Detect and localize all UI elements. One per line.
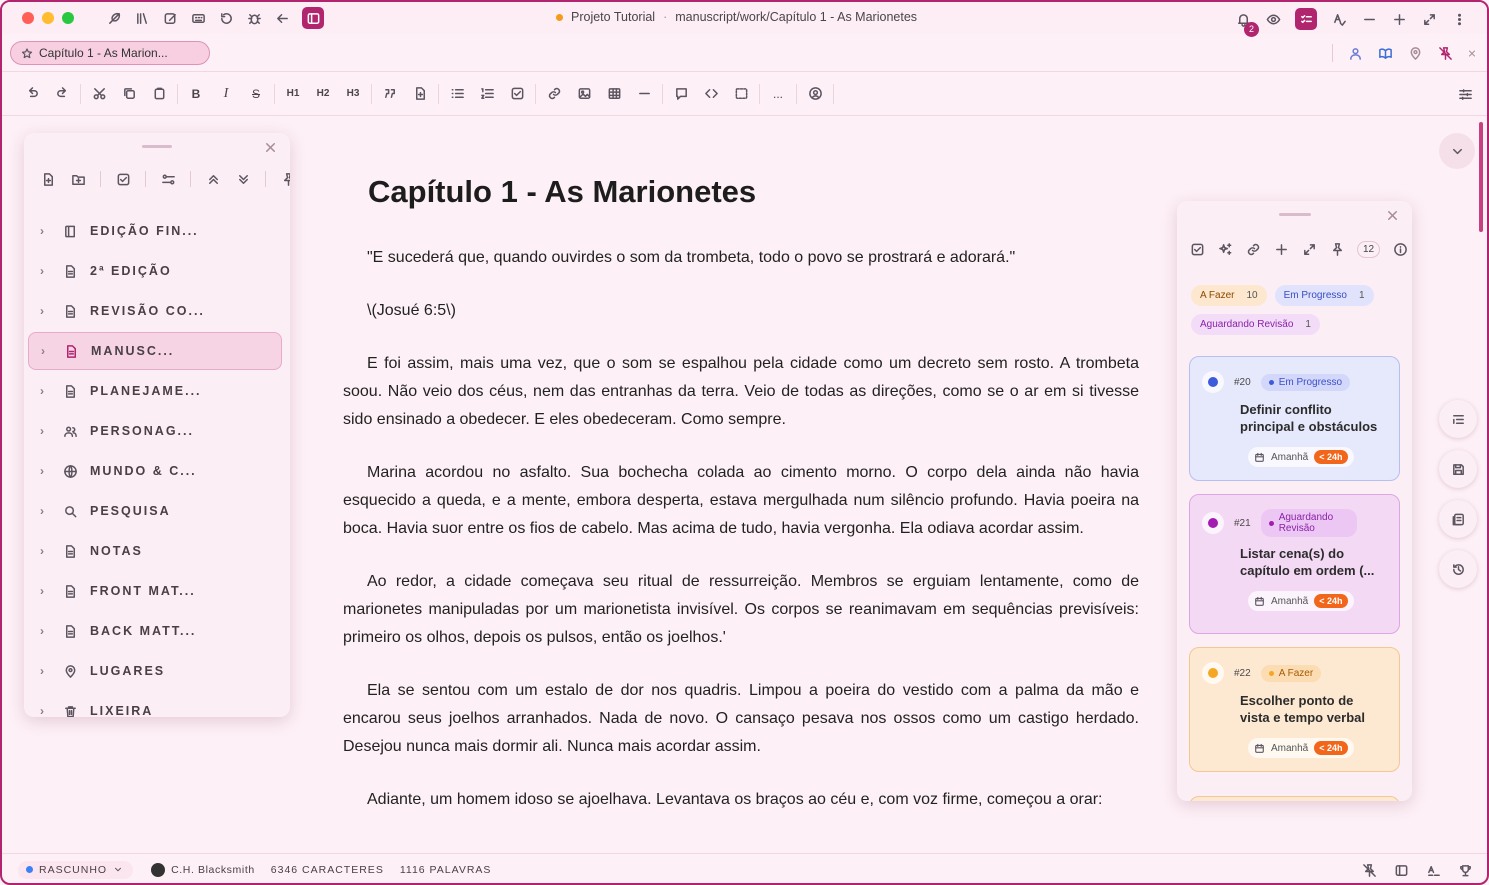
task-card-partial[interactable]: [1189, 796, 1400, 801]
pin-icon[interactable]: [1329, 242, 1345, 258]
paragraph[interactable]: \(Josué 6:5\): [367, 302, 456, 319]
minimize-icon[interactable]: [1361, 11, 1377, 27]
tab-right-controls: [1332, 44, 1477, 62]
binder-item[interactable]: [28, 332, 282, 370]
filter-count: 1: [1305, 319, 1311, 330]
strikethrough-button[interactable]: S: [251, 86, 260, 101]
chevron-right-icon[interactable]: ›: [40, 264, 46, 278]
history-group: [14, 84, 81, 104]
title-bar: [2, 2, 1487, 34]
chevron-right-icon[interactable]: ›: [40, 424, 46, 438]
filter-awaiting-review[interactable]: [1191, 314, 1320, 335]
author-info[interactable]: [151, 863, 255, 877]
keyboard-icon[interactable]: [190, 10, 206, 26]
pin-icon: [62, 663, 78, 679]
task-title: Definir conflito principal e obstáculos: [1240, 402, 1378, 434]
filter-todo[interactable]: [1191, 285, 1267, 306]
star-icon[interactable]: [21, 47, 33, 59]
filter-count: 10: [1246, 290, 1258, 301]
binder-item[interactable]: [28, 371, 282, 411]
image-icon[interactable]: [576, 86, 592, 102]
document-body[interactable]: [343, 244, 1139, 814]
bullet-list-icon[interactable]: [449, 86, 465, 102]
heading1-button[interactable]: H1: [286, 88, 300, 99]
task-list-icon[interactable]: [1295, 8, 1317, 30]
draft-status-dropdown[interactable]: [18, 861, 133, 879]
document-path: manuscript/work/Capítulo 1 - As Marionetes: [675, 10, 918, 24]
divider: [1332, 44, 1333, 62]
pin-panel-icon[interactable]: [280, 171, 290, 187]
trophy-icon[interactable]: [1457, 862, 1473, 878]
status-badge: [1261, 374, 1350, 391]
task-number: #20: [1234, 376, 1251, 388]
checklist-icon[interactable]: [509, 86, 525, 102]
binder-item-label: EDIÇÃO FIN...: [90, 224, 199, 238]
task-title: Listar cena(s) do capítulo em ordem (...: [1240, 546, 1375, 578]
spellcheck-icon[interactable]: [1331, 11, 1347, 27]
eye-icon[interactable]: [1265, 11, 1281, 27]
binder-item[interactable]: [28, 691, 282, 717]
collapse-panel-button[interactable]: [1439, 133, 1475, 169]
chevron-down-icon: [113, 865, 123, 875]
back-arrow-icon[interactable]: [274, 10, 290, 26]
checkbox-icon[interactable]: [1189, 242, 1205, 258]
tab-bar: [2, 36, 1487, 72]
text-format-icon[interactable]: [1425, 862, 1441, 878]
cut-icon[interactable]: [91, 86, 107, 102]
draft-label: RASCUNHO: [39, 863, 108, 876]
urgency-badge: < 24h: [1314, 594, 1347, 608]
avatar: [151, 863, 165, 877]
more-options-button[interactable]: ...: [772, 86, 783, 101]
user-circle-icon[interactable]: [807, 86, 823, 102]
chevron-right-icon[interactable]: ›: [40, 504, 46, 518]
bold-button[interactable]: B: [191, 86, 201, 101]
calendar-icon: [1254, 452, 1265, 463]
sparkles-icon[interactable]: [1217, 242, 1233, 258]
document-icon: [62, 543, 78, 559]
binder-item-label: LUGARES: [90, 664, 166, 678]
minimize-window-button[interactable]: [42, 12, 54, 24]
status-filters: [1191, 285, 1403, 335]
due-date: [1248, 738, 1354, 758]
title-separator: ·: [663, 10, 668, 24]
fullscreen-icon[interactable]: [1421, 11, 1437, 27]
text-style-group: [178, 84, 275, 104]
outline-button[interactable]: [1439, 400, 1477, 438]
task-card[interactable]: [1189, 647, 1400, 772]
word-count: 1116 PALAVRAS: [399, 863, 492, 876]
save-button[interactable]: [1439, 450, 1477, 488]
document-icon: [62, 583, 78, 599]
quill-icon[interactable]: [106, 10, 122, 26]
binder-toolbar: [40, 171, 290, 187]
tasks-panel: [1177, 201, 1412, 801]
status-bar: [2, 853, 1487, 885]
title-toolbar: [106, 7, 324, 29]
users-icon: [62, 423, 78, 439]
divider: [190, 171, 191, 187]
add-task-icon[interactable]: [1273, 242, 1289, 258]
filter-count: 1: [1358, 290, 1365, 301]
document-icon: [63, 343, 79, 359]
document-icon: [62, 263, 78, 279]
binder-item[interactable]: [28, 611, 282, 651]
binder-item-label: REVISÃO CO...: [90, 304, 205, 318]
tasks-toolbar: [1189, 241, 1408, 258]
paragraph[interactable]: "E sucederá que, quando ouvirdes o som da trombeta, todo o povo se prostrará e adorará.": [367, 249, 1016, 266]
document-icon: [62, 303, 78, 319]
filter-in-progress[interactable]: [1275, 285, 1374, 306]
due-label: Amanhã: [1271, 595, 1309, 607]
snapshot-icon: [1450, 511, 1466, 527]
task-total-count: 12: [1357, 241, 1380, 258]
divider: [145, 171, 146, 187]
chevron-right-icon[interactable]: ›: [40, 704, 46, 717]
floating-side-buttons: [1439, 400, 1477, 588]
code-icon[interactable]: [703, 86, 719, 102]
task-card[interactable]: [1189, 494, 1400, 634]
chevron-down-icon: [1449, 143, 1465, 159]
numbered-list-icon[interactable]: [479, 86, 495, 102]
document-icon: [62, 383, 78, 399]
chevron-right-icon[interactable]: ›: [40, 624, 46, 638]
character-icon[interactable]: [1347, 45, 1363, 61]
history-button[interactable]: [1439, 550, 1477, 588]
binder-item[interactable]: [28, 451, 282, 491]
drag-handle[interactable]: [1279, 213, 1311, 216]
formatting-toolbar: [2, 72, 1487, 116]
close-tab-icon[interactable]: [1467, 45, 1477, 61]
chevron-right-icon[interactable]: ›: [40, 304, 46, 318]
quote-icon[interactable]: [382, 86, 398, 102]
close-tasks-icon[interactable]: [1384, 207, 1400, 223]
unpin-icon[interactable]: [1437, 45, 1453, 61]
binder-panel: [24, 133, 290, 717]
unpin-icon[interactable]: [1361, 862, 1377, 878]
bug-icon[interactable]: [246, 10, 262, 26]
list-group: [439, 84, 536, 104]
chevron-right-icon[interactable]: ›: [40, 224, 46, 238]
calendar-icon: [1254, 743, 1265, 754]
author-name: C.H. Blacksmith: [171, 863, 255, 876]
zoom-window-button[interactable]: [62, 12, 74, 24]
extras-group: [663, 84, 760, 104]
divider: [100, 171, 101, 187]
close-binder-icon[interactable]: [262, 139, 278, 155]
layout-panel-icon[interactable]: [1393, 862, 1409, 878]
outline-icon: [1450, 411, 1466, 427]
paragraph[interactable]: E foi assim, mais uma vez, que o som se espalhou pela cidade como um decreto sem rosto. A trombeta soou. Não veio dos céus, nem das entranhas da terra. Veio de todas as direções, como se o ar em si tivesse sido ensinado a obedecer. E eles obedeceram. Como sempre.: [343, 355, 1139, 428]
chevron-right-icon[interactable]: ›: [40, 544, 46, 558]
filter-label: Em Progresso: [1283, 290, 1347, 301]
binder-item-label: NOTAS: [90, 544, 143, 558]
location-pin-icon[interactable]: [1407, 45, 1423, 61]
document-tab[interactable]: [10, 41, 210, 65]
status-dot[interactable]: [1202, 371, 1224, 393]
book-icon: [62, 223, 78, 239]
urgency-badge: < 24h: [1314, 450, 1347, 464]
paragraph[interactable]: Ela se sentou com um estalo de dor nos quadris. Limpou a poeira do vestido com a palma da mão e encarou seus joelhos arranhados. Nada de novo. O cansaço pesava nos ossos como um castigo herdado. Desejou nunca mais dormir ali. Nunca mais acordar assim.: [343, 682, 1139, 755]
heading-group: [275, 84, 372, 104]
tab-label: Capítulo 1 - As Marion...: [39, 46, 168, 60]
insert-document-icon[interactable]: [412, 86, 428, 102]
binder-item-label: PLANEJAME...: [90, 384, 202, 398]
table-icon[interactable]: [606, 86, 622, 102]
snapshot-button[interactable]: [1439, 500, 1477, 538]
divider: [265, 171, 266, 187]
task-card[interactable]: [1189, 356, 1400, 481]
italic-button[interactable]: I: [223, 85, 229, 101]
character-count: 6346 CARACTERES: [270, 863, 384, 876]
window-title: [556, 10, 917, 24]
expand-all-icon[interactable]: [235, 171, 251, 187]
binder-item-label: PERSONAG...: [90, 424, 194, 438]
binder-item[interactable]: [28, 491, 282, 531]
binder-item[interactable]: [28, 651, 282, 691]
globe-icon: [62, 463, 78, 479]
binder-item-label: PESQUISA: [90, 504, 171, 518]
window-controls: [22, 12, 74, 24]
history-icon: [1450, 561, 1466, 577]
selection-frame-icon[interactable]: [733, 86, 749, 102]
open-book-icon[interactable]: [1377, 45, 1393, 61]
status-label: A Fazer: [1278, 667, 1314, 679]
settings-sliders-icon[interactable]: [1457, 86, 1473, 102]
binder-item[interactable]: [28, 251, 282, 291]
due-label: Amanhã: [1271, 742, 1309, 754]
due-date: [1248, 447, 1354, 467]
filter-label: Aguardando Revisão: [1200, 319, 1294, 330]
chevron-right-icon[interactable]: ›: [41, 344, 47, 358]
filter-label: A Fazer: [1200, 290, 1235, 301]
heading3-button[interactable]: H3: [346, 88, 360, 99]
library-icon[interactable]: [134, 10, 150, 26]
binder-item[interactable]: [28, 411, 282, 451]
chevron-right-icon[interactable]: ›: [40, 584, 46, 598]
copy-icon[interactable]: [121, 86, 137, 102]
info-icon[interactable]: [1392, 242, 1408, 258]
notification-count-badge: 2: [1244, 22, 1259, 37]
link-icon[interactable]: [546, 86, 562, 102]
status-right-controls: [1361, 862, 1473, 878]
binder-item-label: FRONT MAT...: [90, 584, 196, 598]
binder-tree: [28, 211, 282, 717]
title-right-controls: [1235, 8, 1467, 34]
binder-item-label: MANUSC...: [91, 344, 175, 358]
status-label: Aguardando Revisão: [1278, 512, 1334, 534]
status-label: Em Progresso: [1278, 376, 1343, 388]
new-document-icon[interactable]: [40, 171, 56, 187]
edit-note-icon[interactable]: [162, 10, 178, 26]
drag-handle[interactable]: [142, 145, 172, 148]
binder-item[interactable]: [28, 211, 282, 251]
task-number: #22: [1234, 667, 1251, 679]
chevron-right-icon[interactable]: ›: [40, 384, 46, 398]
binder-item-label: LIXEIRA: [90, 704, 154, 717]
binder-item-label: BACK MATT...: [90, 624, 197, 638]
document-icon: [62, 623, 78, 639]
chevron-right-icon[interactable]: ›: [40, 664, 46, 678]
close-window-button[interactable]: [22, 12, 34, 24]
comment-icon[interactable]: [673, 86, 689, 102]
urgency-badge: < 24h: [1314, 741, 1347, 755]
paragraph[interactable]: Marina acordou no asfalto. Sua bochecha colada ao cimento morno. O corpo dela ainda não havia esquecido a queda, e a mente, embora desperta, estava mergulhada num silêncio profundo. Havia poeira na boca. Havia suor entre os fios de cabelo. Mas acima de tudo, havia vergonha. Ela odiava acordar assim.: [343, 464, 1139, 537]
trash-icon: [62, 703, 78, 717]
status-badge: [1261, 665, 1321, 682]
chapter-title[interactable]: Capítulo 1 - As Marionetes: [368, 174, 757, 209]
due-date: [1248, 591, 1354, 611]
binder-item[interactable]: [28, 291, 282, 331]
more-vertical-icon[interactable]: [1451, 11, 1467, 27]
undo-icon[interactable]: [24, 86, 40, 102]
paste-icon[interactable]: [151, 86, 167, 102]
scrollbar-thumb[interactable]: [1479, 122, 1483, 232]
project-name: Projeto Tutorial: [571, 10, 656, 24]
task-title: Escolher ponto de vista e tempo verbal: [1240, 693, 1365, 725]
filter-icon[interactable]: [160, 171, 176, 187]
chevron-right-icon[interactable]: ›: [40, 464, 46, 478]
collapse-all-icon[interactable]: [205, 171, 221, 187]
horizontal-rule-icon[interactable]: [636, 86, 652, 102]
status-dot[interactable]: [1202, 512, 1224, 534]
calendar-icon: [1254, 596, 1265, 607]
unsaved-indicator: [556, 14, 563, 21]
save-icon: [1450, 461, 1466, 477]
task-number: #21: [1234, 517, 1251, 529]
binder-item-label: MUNDO & C...: [90, 464, 197, 478]
redo-icon[interactable]: [54, 86, 70, 102]
block-group: [372, 84, 439, 104]
new-folder-icon[interactable]: [70, 171, 86, 187]
paragraph[interactable]: Adiante, um homem idoso se ajoelhava. Levantava os braços ao céu e, com voz firme, começou a orar:: [367, 791, 1103, 808]
due-label: Amanhã: [1271, 451, 1309, 463]
heading2-button[interactable]: H2: [316, 88, 330, 99]
paragraph[interactable]: Ao redor, a cidade começava seu ritual de ressurreição. Membros se erguiam lentamente, como de marionetes manipuladas por um marionetista invisível. Os corpos se reanimavam em sequências previsíveis: primeiro os olhos, depois os pulsos, então os joelhos.': [343, 573, 1139, 646]
sidebar-toggle-icon[interactable]: [302, 7, 324, 29]
search-icon: [62, 503, 78, 519]
status-dot[interactable]: [1202, 662, 1224, 684]
link-icon[interactable]: [1245, 242, 1261, 258]
add-icon[interactable]: [1391, 11, 1407, 27]
refresh-icon[interactable]: [218, 10, 234, 26]
expand-icon[interactable]: [1301, 242, 1317, 258]
more-group: [760, 84, 797, 104]
binder-item[interactable]: [28, 531, 282, 571]
notifications-bell-icon[interactable]: [1235, 11, 1254, 34]
status-badge: [1261, 509, 1357, 537]
editor-document[interactable]: [343, 152, 1139, 839]
binder-item[interactable]: [28, 571, 282, 611]
binder-item-label: 2ª EDIÇÃO: [90, 264, 172, 278]
insert-group: [536, 84, 663, 104]
clipboard-group: [81, 84, 178, 104]
account-group: [797, 84, 834, 104]
select-checkbox-icon[interactable]: [115, 171, 131, 187]
